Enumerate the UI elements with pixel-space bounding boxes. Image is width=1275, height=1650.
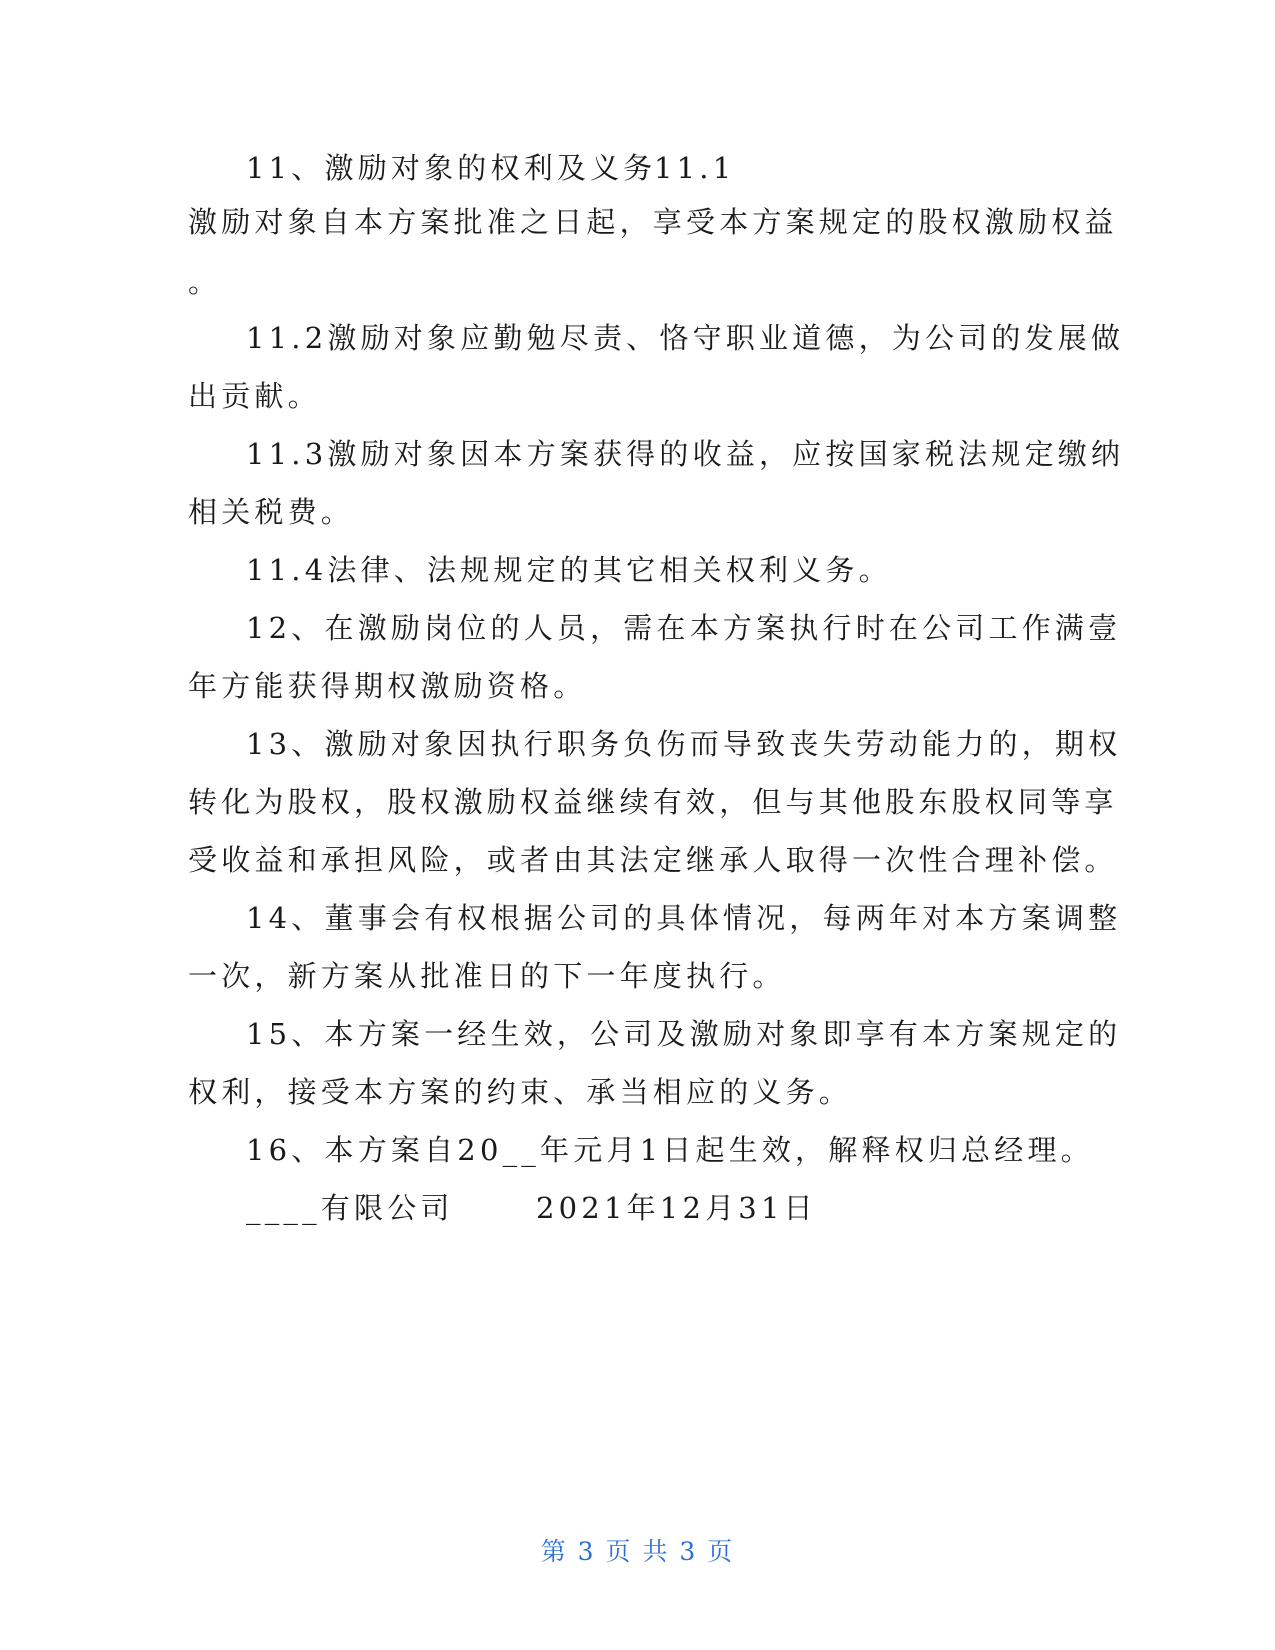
text-line: 一次，新方案从批准日的下一年度执行。 — [188, 959, 786, 993]
text-line: 12、在激励岗位的人员，需在本方案执行时在公司工作满壹 — [246, 611, 1122, 645]
signature-date: 2021年12月31日 — [536, 1191, 817, 1225]
text-line: 11.1 — [654, 151, 736, 185]
text-line: 年方能获得期权激励资格。 — [188, 669, 587, 703]
text-line: 受收益和承担风险，或者由其法定继承人取得一次性合理补偿。 — [188, 843, 1118, 877]
text-line: 11.2激励对象应勤勉尽责、恪守职业道德，为公司的发展做 — [246, 321, 1125, 355]
text-line: 11、激励对象的权利及义务 — [246, 151, 657, 185]
text-line: 11.4法律、法规规定的其它相关权利义务。 — [246, 553, 892, 587]
text-line: 出贡献。 — [188, 379, 321, 413]
page-footer: 第 3 页 共 3 页 — [540, 1537, 735, 1566]
text-line: 相关税费。 — [188, 495, 355, 529]
text-line: 15、本方案一经生效，公司及激励对象即享有本方案规定的 — [246, 1017, 1122, 1051]
text-line: 权利，接受本方案的约束、承当相应的义务。 — [188, 1075, 853, 1109]
text-line: 16、本方案自20__年元月1日起生效，解释权归总经理。 — [246, 1133, 1094, 1167]
text-line: 14、董事会有权根据公司的具体情况，每两年对本方案调整 — [246, 901, 1122, 935]
text-line: 激励对象自本方案批准之日起，享受本方案规定的股权激励权益 — [188, 205, 1118, 239]
text-line: 11.3激励对象因本方案获得的收益，应按国家税法规定缴纳 — [246, 437, 1125, 471]
text-line: 13、激励对象因执行职务负伤而导致丧失劳动能力的，期权 — [246, 727, 1122, 761]
signature-company: ____有限公司 — [246, 1191, 454, 1225]
text-line: 转化为股权，股权激励权益继续有效，但与其他股东股权同等享 — [188, 785, 1118, 819]
text-line: 。 — [188, 265, 222, 299]
